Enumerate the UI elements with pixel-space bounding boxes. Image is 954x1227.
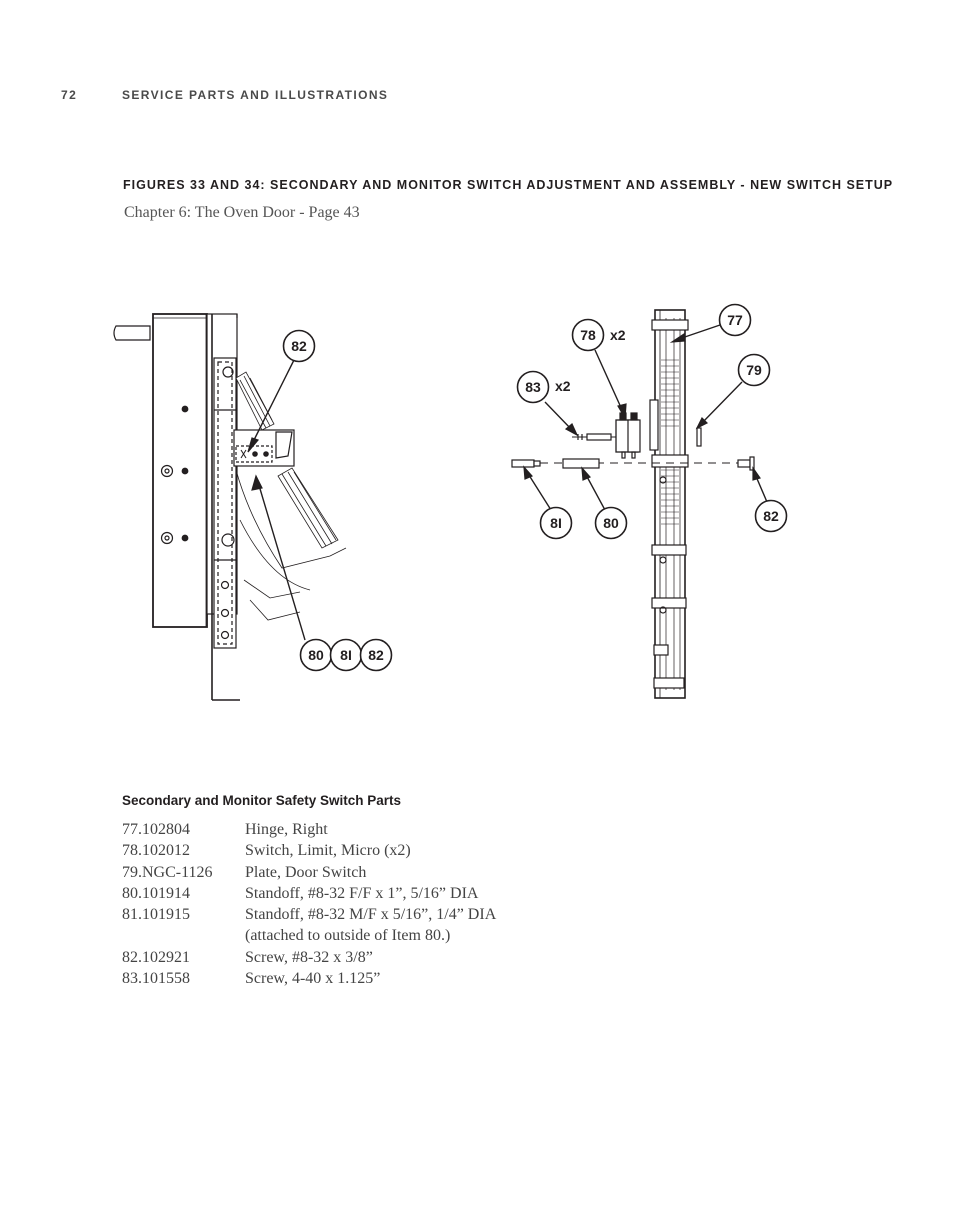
parts-row	[122, 840, 496, 861]
part-number: 102012	[142, 842, 190, 860]
section-header: SERVICE PARTS AND ILLUSTRATIONS	[122, 88, 389, 102]
parts-row	[122, 862, 496, 883]
svg-text:77: 77	[727, 312, 743, 328]
svg-text:83: 83	[525, 379, 541, 395]
svg-text:8I: 8I	[340, 647, 352, 663]
parts-row	[122, 968, 496, 989]
part-description: Plate, Door Switch	[245, 863, 367, 881]
part-description: Screw, 4-40 x 1.125”	[245, 970, 381, 988]
svg-text:x2: x2	[610, 327, 626, 343]
right-callout-78	[573, 320, 626, 351]
page-number: 72	[61, 88, 78, 102]
item-number: 77.	[122, 821, 142, 838]
right-callout-80	[596, 508, 627, 539]
right-callout-82	[756, 501, 787, 532]
part-number: 102921	[142, 948, 190, 966]
svg-text:82: 82	[763, 508, 779, 524]
item-number: 78.	[122, 842, 142, 860]
part-description: Standoff, #8-32 M/F x 5/16”, 1/4” DIA	[245, 906, 497, 924]
parts-row	[122, 883, 496, 904]
svg-text:x2: x2	[555, 378, 571, 394]
item-number: 81.	[122, 906, 142, 924]
part-description: Switch, Limit, Micro (x2)	[245, 842, 411, 860]
parts-row	[122, 819, 496, 840]
parts-list	[122, 819, 496, 989]
part-number: 101558	[142, 970, 190, 988]
item-number: 79.	[122, 863, 142, 881]
figure-title: FIGURES 33 AND 34: SECONDARY AND MONITOR SWITCH ADJUSTMENT AND ASSEMBLY - NEW SWITCH SETUP	[123, 178, 894, 192]
part-description: Hinge, Right	[245, 821, 328, 838]
svg-text:80: 80	[308, 647, 324, 663]
parts-row-continuation	[122, 925, 496, 946]
part-number: 101914	[142, 884, 190, 902]
right-callout-83	[518, 372, 571, 403]
svg-text:8I: 8I	[550, 515, 562, 531]
left-callout-81	[331, 640, 362, 671]
part-number: 102804	[142, 821, 190, 838]
part-number: 101915	[142, 906, 190, 924]
item-number: 83.	[122, 970, 142, 988]
right-callout-79	[739, 355, 770, 386]
parts-row	[122, 947, 496, 968]
svg-text:82: 82	[368, 647, 384, 663]
parts-row	[122, 904, 496, 925]
parts-list-title: Secondary and Monitor Safety Switch Parts	[122, 793, 402, 808]
svg-text:80: 80	[603, 515, 619, 531]
part-description: Screw, #8-32 x 3/8”	[245, 948, 373, 966]
left-callout-82-top	[284, 331, 315, 362]
svg-text:79: 79	[746, 362, 762, 378]
part-description: (attached to outside of Item 80.)	[245, 927, 451, 945]
item-number: 80.	[122, 884, 142, 902]
figure-subtitle: Chapter 6: The Oven Door - Page 43	[124, 204, 360, 221]
left-callout-82-bottom	[361, 640, 392, 671]
right-callout-81	[541, 508, 572, 539]
svg-text:78: 78	[580, 327, 596, 343]
right-assembly-drawing	[512, 310, 767, 698]
part-number: NGC-1126	[142, 863, 213, 881]
item-number: 82.	[122, 948, 142, 966]
right-callout-77	[720, 305, 751, 336]
svg-text:82: 82	[291, 338, 307, 354]
left-callout-80	[301, 640, 332, 671]
part-description: Standoff, #8-32 F/F x 1”, 5/16” DIA	[245, 884, 479, 902]
